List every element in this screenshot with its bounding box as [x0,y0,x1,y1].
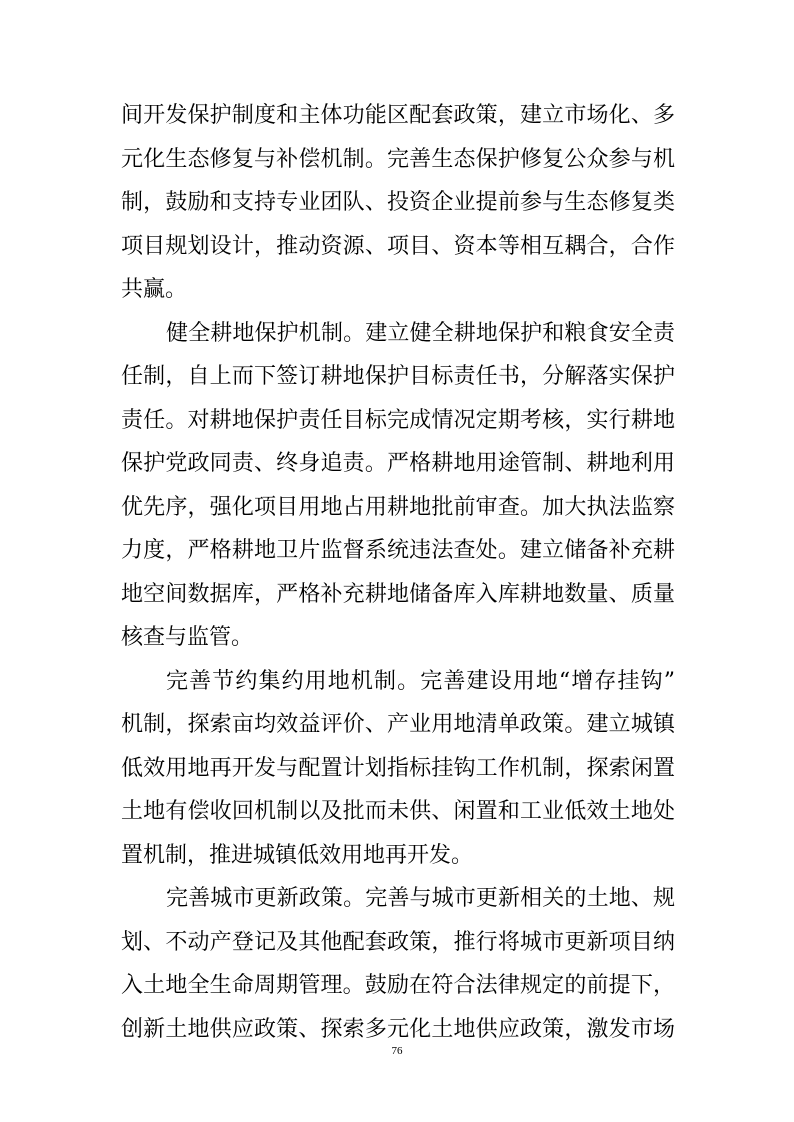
body-text-line: 置机制，推进城镇低效用地再开发。 [121,843,474,868]
paragraph-lead-heading: 完善节约集约用地机制。 [166,669,421,694]
paragraph-first-line [166,667,675,697]
body-text: 建立健全耕地保护和粮食安全责 [365,321,675,346]
body-text-line: 保护党政同责、终身追责。严格耕地用途管制、耕地利用 [121,451,675,476]
body-text-line: 入土地全生命周期管理。鼓励在符合法律规定的前提下， [121,973,675,998]
body-text-line: 项目规划设计，推动资源、项目、资本等相互耦合，合作 [121,234,675,259]
body-text-line: 元化生态修复与补偿机制。完善生态保护修复公众参与机 [121,147,675,172]
body-text-line: 间开发保护制度和主体功能区配套政策，建立市场化、多 [121,103,675,128]
body-text-line: 核查与监管。 [121,625,254,650]
paragraph-lead-heading: 完善城市更新政策。 [166,886,366,911]
body-text: 完善与城市更新相关的土地、规 [365,886,675,911]
body-text-line: 优先序，强化项目用地占用耕地批前审查。加大执法监察 [121,495,675,520]
paragraph-first-line [166,884,675,914]
body-text-line: 划、不动产登记及其他配套政策，推行将城市更新项目纳 [121,930,675,955]
body-text-line: 机制，探索亩均效益评价、产业用地清单政策。建立城镇 [121,712,675,737]
body-text-line: 地空间数据库，严格补充耕地储备库入库耕地数量、质量 [121,582,675,607]
body-text-line: 共赢。 [121,277,188,302]
body-text-line: 创新土地供应政策、探索多元化土地供应政策，激发市场 [121,1017,675,1042]
body-text: 完善建设用地“增存挂钩” [420,669,675,694]
paragraph-first-line [166,319,675,349]
body-text-line: 土地有偿收回机制以及批而未供、闲置和工业低效土地处 [121,799,675,824]
body-text-line: 任制，自上而下签订耕地保护目标责任书，分解落实保护 [121,364,675,389]
body-text-line: 低效用地再开发与配置计划指标挂钩工作机制，探索闲置 [121,756,675,781]
body-text-line: 力度，严格耕地卫片监督系统违法查处。建立储备补充耕 [121,538,675,563]
paragraph-lead-heading: 健全耕地保护机制。 [166,321,366,346]
body-text-line: 制，鼓励和支持专业团队、投资企业提前参与生态修复类 [121,190,675,215]
body-text-line: 责任。对耕地保护责任目标完成情况定期考核，实行耕地 [121,408,675,433]
page-number: 76 [391,1045,403,1057]
